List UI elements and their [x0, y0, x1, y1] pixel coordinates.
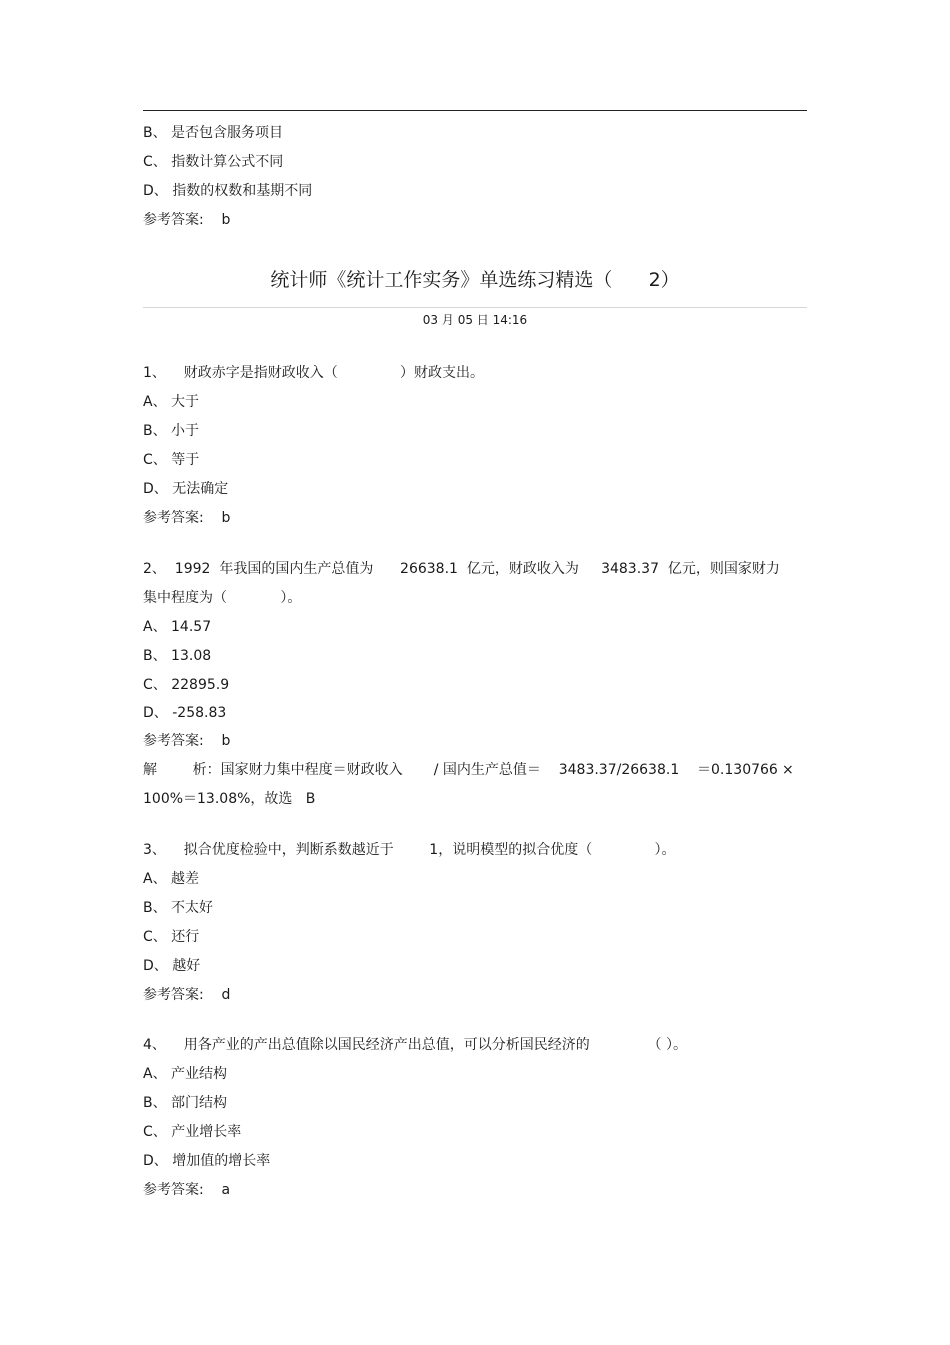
- q2-answer: 参考答案: b: [143, 733, 231, 749]
- q4-option-c: C、 产业增长率: [143, 1124, 242, 1140]
- q4-option-d: D、 增加值的增长率: [143, 1153, 271, 1169]
- q2-stem-line2: 集中程度为（ ）。: [143, 590, 302, 606]
- article-date: 03 月 05 日 14:16: [422, 313, 528, 327]
- q1-option-b: B、 小于: [143, 423, 200, 439]
- q4-answer: 参考答案: a: [143, 1182, 231, 1198]
- prev-option-b: B、 是否包含服务项目: [143, 125, 284, 141]
- times-sign: ×: [782, 762, 794, 778]
- q1-option-d: D、 无法确定: [143, 481, 229, 497]
- q2-option-b: B、 13.08: [143, 648, 212, 664]
- q2-analysis-line1: 解 析：国家财力集中程度＝财政收入 / 国内生产总值＝ 3483.37/26638.1 ＝0.130766: [143, 762, 778, 778]
- q4-option-a: A、 产业结构: [143, 1066, 228, 1082]
- article-title: 统计师《统计工作实务》单选练习精选（ 2）: [270, 269, 680, 291]
- q3-answer: 参考答案: d: [143, 987, 231, 1003]
- prev-answer: 参考答案: b: [143, 212, 231, 228]
- q2-analysis-line2: 100%＝13.08%，故选 B: [143, 791, 316, 807]
- title-divider: [143, 307, 807, 308]
- q4-option-b: B、 部门结构: [143, 1095, 228, 1111]
- prev-option-c: C、 指数计算公式不同: [143, 154, 284, 170]
- q2-option-c: C、 22895.9: [143, 677, 230, 693]
- q3-option-d: D、 越好: [143, 958, 201, 974]
- q2-stem-line1: 2、 1992 年我国的国内生产总值为 26638.1 亿元，财政收入为 3483.37 亿元，则国家财力: [143, 561, 780, 577]
- q1-option-a: A、 大于: [143, 394, 200, 410]
- q1-option-c: C、 等于: [143, 452, 200, 468]
- top-divider: [143, 110, 807, 111]
- q2-option-a: A、 14.57: [143, 619, 212, 635]
- q4-stem: 4、 用各产业的产出总值除以国民经济产出总值，可以分析国民经济的 （ ）。: [143, 1037, 688, 1053]
- prev-option-d: D、 指数的权数和基期不同: [143, 183, 313, 199]
- q3-option-b: B、 不太好: [143, 900, 214, 916]
- q1-stem: 1、 财政赤字是指财政收入（ ）财政支出。: [143, 365, 485, 381]
- q1-answer: 参考答案: b: [143, 510, 231, 526]
- q2-option-d: D、 -258.83: [143, 705, 227, 721]
- q3-option-a: A、 越差: [143, 871, 200, 887]
- q3-stem: 3、 拟合优度检验中，判断系数越近于 1，说明模型的拟合优度（ ）。: [143, 842, 676, 858]
- q3-option-c: C、 还行: [143, 929, 200, 945]
